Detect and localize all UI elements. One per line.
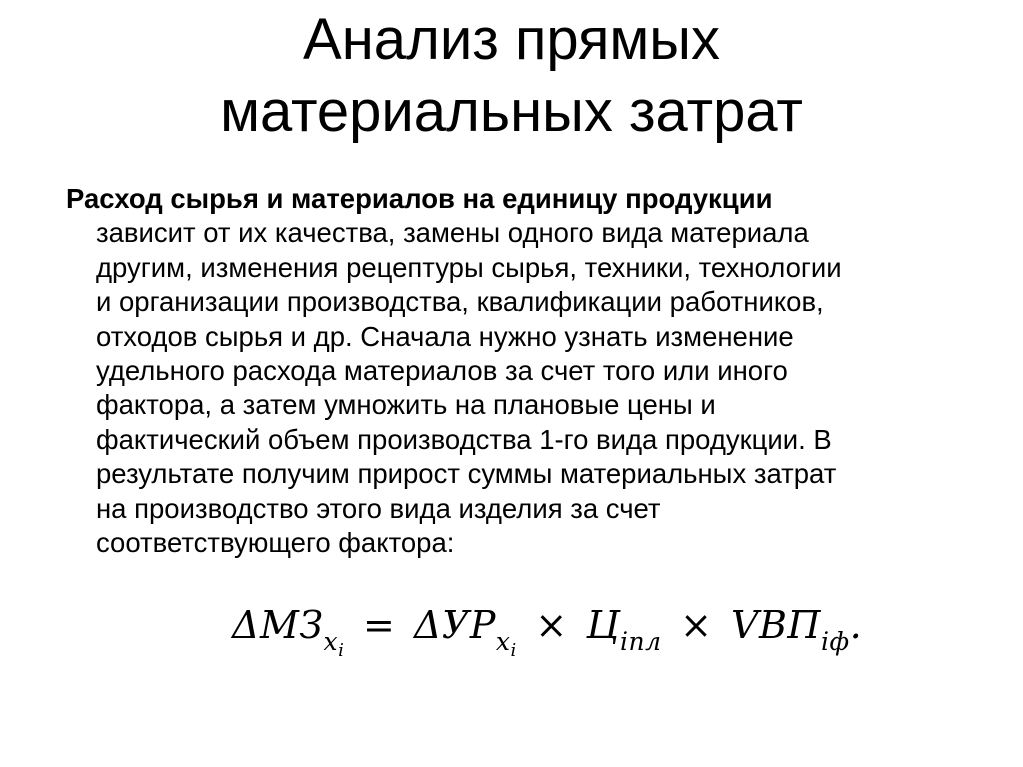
formula-lhs-subscript: x (323, 627, 339, 656)
formula-term2-subscript: iпл (619, 627, 662, 656)
formula-lhs: ΔМЗ (232, 603, 324, 647)
formula-term3-subscript: iф (821, 627, 850, 656)
formula-term1-subsubscript: i (510, 640, 517, 661)
formula-equals: = (363, 603, 396, 647)
slide-title (0, 4, 1023, 148)
paragraph-line: на производство этого вида изделия за счет (96, 492, 661, 524)
paragraph-line: фактический объем производства 1-го вида продукции. В (96, 423, 832, 455)
paragraph-line: зависит от их качества, замены одного вида материала (96, 217, 809, 249)
paragraph-line: соответствующего фактора: (96, 527, 455, 559)
formula-term1: ΔУР (413, 603, 496, 647)
body-paragraph (66, 182, 986, 560)
formula-end-period: . (849, 603, 863, 647)
lead-text: Расход сырья и материалов на единицу продукции (66, 183, 773, 214)
formula-times-1: × (535, 603, 568, 647)
formula (232, 600, 863, 661)
formula-term3: VВП (731, 603, 822, 647)
formula-term1-subscript: x (495, 627, 511, 656)
paragraph-line: отходов сырья и др. Сначала нужно узнать изменение (96, 320, 794, 352)
paragraph-line: другим, изменения рецептуры сырья, техники, технологии (96, 251, 842, 283)
formula-lhs-subsubscript: i (338, 640, 345, 661)
title-line-1: Анализ прямых (303, 7, 720, 72)
paragraph-line: результате получим прирост суммы материальных затрат (96, 458, 837, 490)
paragraph-continuation (66, 216, 986, 560)
formula-term2: Ц (586, 603, 620, 647)
formula-times-2: × (680, 603, 713, 647)
title-line-2: материальных затрат (220, 79, 803, 144)
paragraph-line: удельного расхода материалов за счет того или иного (96, 355, 788, 387)
paragraph-line: фактора, а затем умножить на плановые цены и (96, 389, 716, 421)
paragraph-line: и организации производства, квалификации работников, (96, 286, 824, 318)
